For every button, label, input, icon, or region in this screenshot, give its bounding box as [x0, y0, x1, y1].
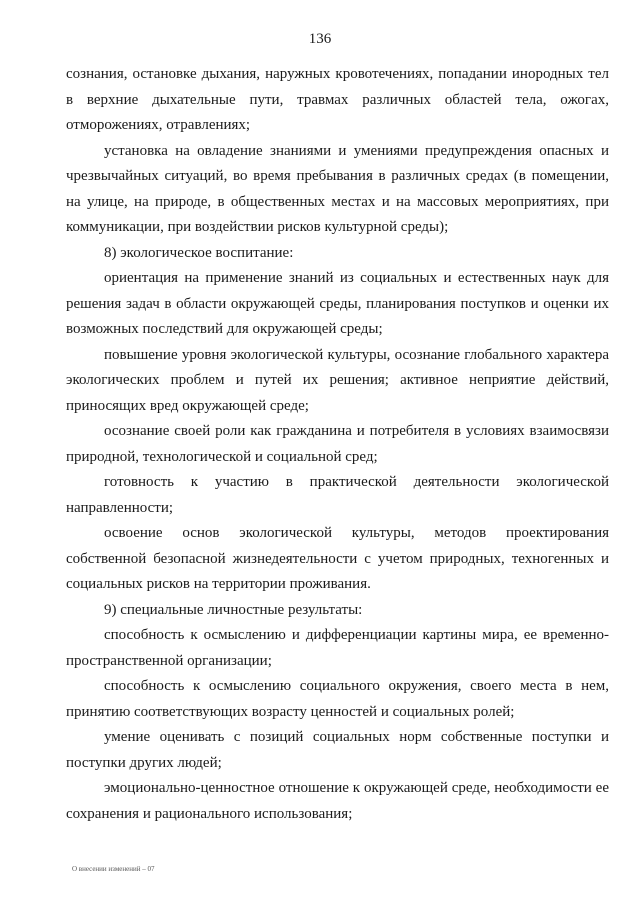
section-heading-9: 9) специальные личностные результаты:	[104, 601, 363, 618]
paragraph-6: осознание своей роли как гражданина и потребителя в условиях взаимосвязи природной, технологической и социальной сред;	[66, 423, 609, 465]
document-body	[66, 62, 609, 827]
section-heading-8: 8) экологическое воспитание:	[104, 244, 294, 261]
paragraph-8: освоение основ экологической культуры, методов проектирования собственной безопасной жизнедеятельности с учетом природных, техногенных и социальных рисков на территории проживания.	[66, 525, 609, 592]
paragraph-4: ориентация на применение знаний из социальных и естественных наук для решения задач в области окружающей среды, планирования поступков и оценки их возможных последствий для окружающей среды;	[66, 270, 609, 337]
paragraph-13: эмоционально-ценностное отношение к окружающей среде, необходимости ее сохранения и рационального использования;	[66, 780, 609, 822]
paragraph-1: сознания, остановке дыхания, наружных кровотечениях, попадании инородных тел в верхние дыхательные пути, травмах различных областей тела, ожогах, отморожениях, отравлениях;	[66, 66, 609, 133]
paragraph-5: повышение уровня экологической культуры, осознание глобального характера экологических проблем и путей их решения; активное неприятие действий, приносящих вред окружающей среде;	[66, 346, 609, 414]
paragraph-11: способность к осмыслению социального окружения, своего места в нем, принятию соответствующих возрасту ценностей и социальных ролей;	[66, 678, 609, 720]
paragraph-7: готовность к участию в практической деятельности экологической направленности;	[66, 474, 609, 516]
page-number: 136	[308, 31, 332, 47]
paragraph-2: установка на овладение знаниями и умениями предупреждения опасных и чрезвычайных ситуаций, во время пребывания в различных средах (в помещении, на улице, на природе, в общественных местах и на массовых мероприятиях, при коммуникации, при воздействии рисков культурной среды);	[66, 142, 609, 235]
paragraph-12: умение оценивать с позиций социальных норм собственные поступки и поступки других людей;	[66, 729, 609, 771]
footer-note: О внесении изменений – 07	[72, 865, 155, 873]
paragraph-10: способность к осмыслению и дифференциации картины мира, ее временно-пространственной организации;	[66, 627, 609, 669]
